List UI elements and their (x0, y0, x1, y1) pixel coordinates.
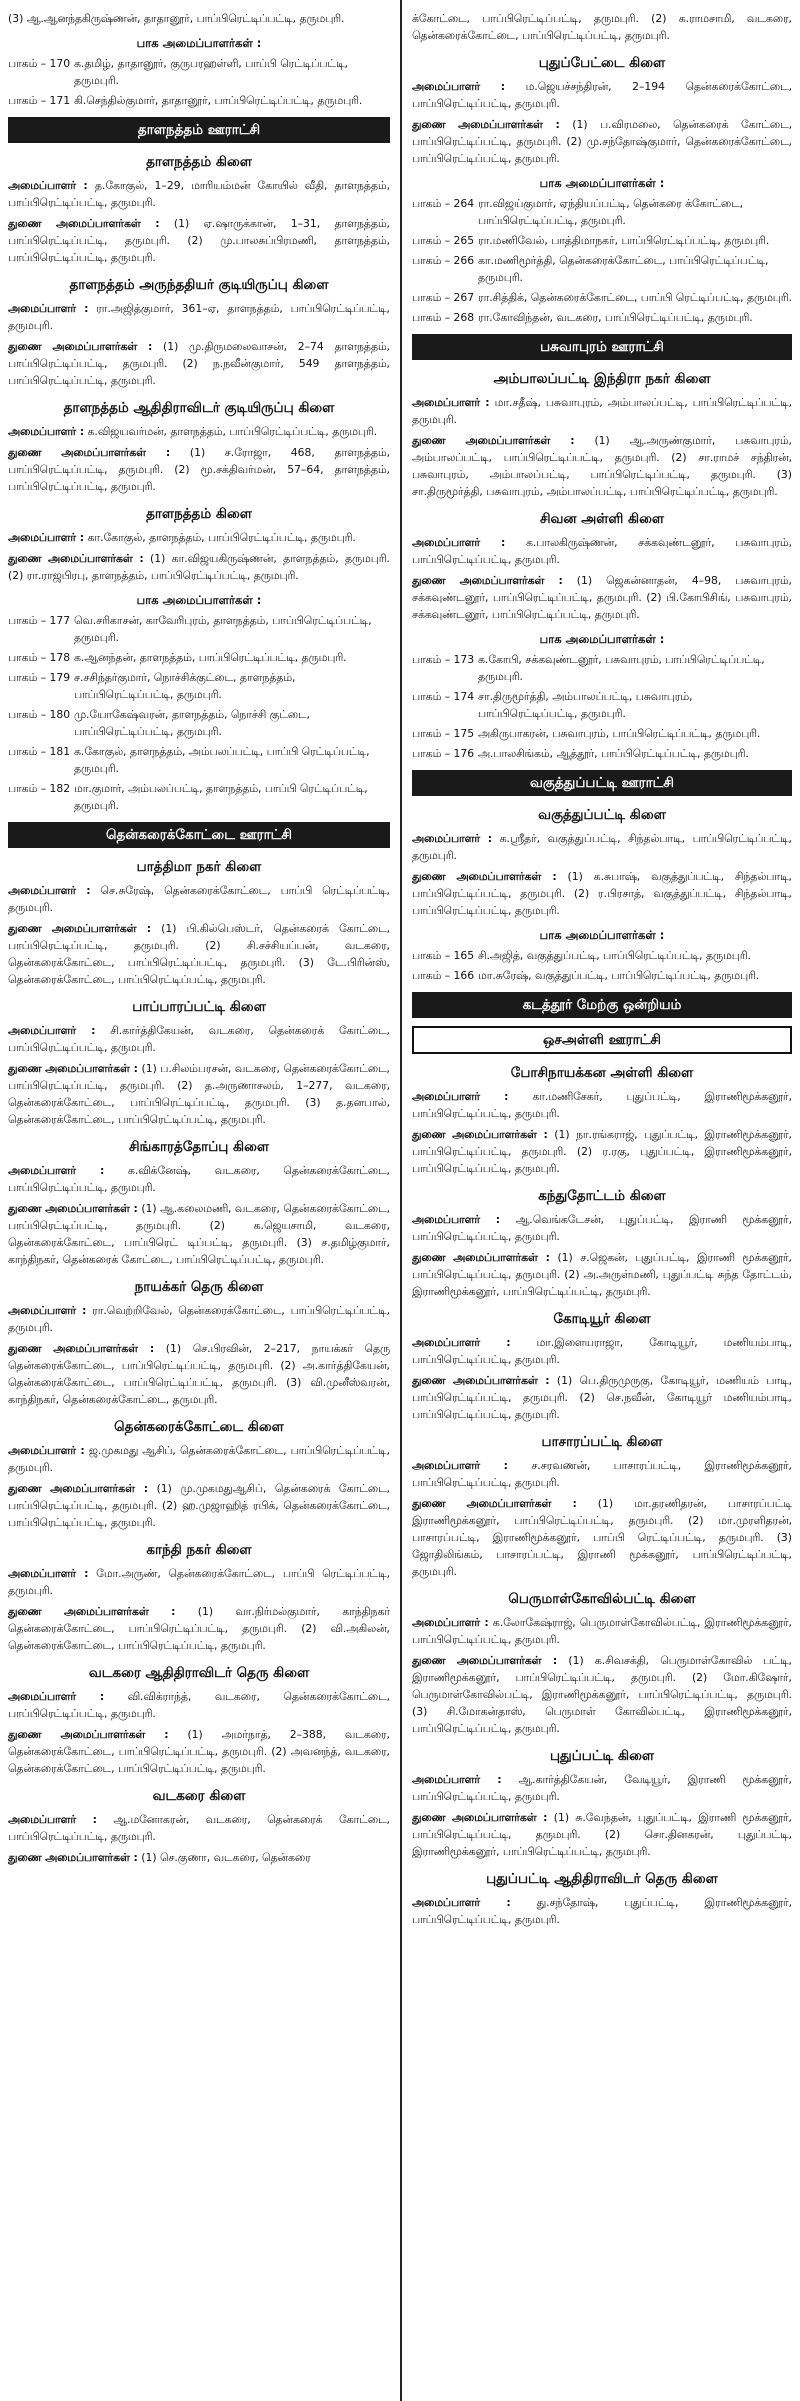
organiser-role-label: துணை அமைப்பாளர்கள் : (412, 1811, 548, 1824)
organiser-role-label: துணை அமைப்பாளர்கள் : (412, 1128, 548, 1141)
booth-organiser: கி.செந்தில்குமார், தாதானூர், பாப்பிரெட்டிப்பட்டி, தருமபுரி. (74, 94, 363, 107)
branch-heading: தாளநத்தம் கிளை (146, 154, 252, 170)
organiser-role-label: துணை அமைப்பாளர்கள் : (8, 1342, 155, 1355)
booth-number: பாகம் – 177 (8, 614, 71, 627)
organiser-details: கா.மணிசேகர், புதுப்பட்டி, இராணிமூக்கனூர், பாப்பிரெட்டிப்பட்டி, தருமபுரி. (412, 1090, 792, 1120)
booth-organiser: க.தமிழ், தாதானூர், குருபரஹள்ளி, பாப்பி ரெட்டிப்பட்டி, தருமபுரி. (74, 57, 349, 87)
organiser-entry (412, 394, 792, 428)
organiser-role-label: துணை அமைப்பாளர்கள் : (8, 1202, 138, 1215)
organiser-entry (8, 1022, 390, 1056)
organiser-entry (412, 1495, 792, 1580)
organiser-entry (8, 882, 390, 916)
organiser-role-label: அமைப்பாளர் : (412, 1090, 509, 1103)
branch-heading: சிங்காரத்தோப்பு கிளை (128, 1139, 270, 1155)
organiser-details: (3) ஆ.ஆனந்தகிருஷ்ணன், தாதானூர், பாப்பிரெட்டிப்பட்டி, தருமபுரி. (8, 12, 345, 25)
organiser-entry (8, 1340, 390, 1408)
panchayat-heading: வகுத்துப்பட்டி ஊராட்சி (412, 770, 792, 796)
booth-organisers-heading: பாக அமைப்பாளர்கள் : (539, 928, 665, 942)
branch-heading: போசிநாயக்கன அள்ளி கிளை (510, 1065, 694, 1081)
organiser-role-label: துணை அமைப்பாளர்கள் : (8, 1605, 176, 1618)
organiser-role-label: அமைப்பாளர் : (8, 884, 91, 897)
organiser-details: (1) கா.விஜயகிருஷ்ணன், தாளநத்தம், தருமபுரி. (2) ரா.ராஜபிரபு, தாளநத்தம், பாப்பிரெட்டிப்பட்டி, தருமபுரி. (8, 552, 390, 582)
organiser-entry (8, 300, 390, 334)
organiser-entry (8, 1726, 390, 1777)
panchayat-heading: பசுவாபுரம் ஊராட்சி (412, 334, 792, 360)
branch-heading: தாளநத்தம் கிளை (146, 506, 252, 522)
panchayat-heading-boxed: ஒசஅள்ளி ஊராட்சி (412, 1026, 792, 1054)
organiser-details: க.விஜயவர்மன், தாளநத்தம், பாப்பிரெட்டிப்பட்டி, தருமபுரி. (87, 425, 378, 438)
booth-organiser: ரா.சித்திக், தென்கரைக்கோட்டை, பாப்பி ரெட்டிப்பட்டி, தருமபுரி. (478, 291, 792, 304)
organiser-entry (8, 550, 390, 584)
organiser-entry (412, 572, 792, 623)
organiser-role-label: துணை அமைப்பாளர்கள் : (412, 870, 557, 883)
organiser-role-label: துணை அமைப்பாளர்கள் : (8, 922, 152, 935)
organiser-details: (1) பெ.திருமுருகு, கோடியூர், மணியம் பாடி, பாப்பிரெட்டிப்பட்டி, தருமபுரி. (2) செ.நவீன், கோடியூர் மணியம்பாடி, பாப்பிரெட்டிப்பட்டி, தருமபுரி. (412, 1374, 792, 1421)
booth-row (412, 967, 792, 984)
organiser-details: (1) ச.ரோஜா, 468, தாளநத்தம், பாப்பிரெட்டிப்பட்டி, தருமபுரி. (2) மூ.சக்திவர்மன், 57–64, தாளநத்தம், பாப்பிரெட்டிப்பட்டி, தருமபுரி. (8, 446, 390, 493)
organiser-details: (1) ஆ.அருண்குமார், பசுவாபுரம், அம்பாலப்பட்டி, பாப்பிரெட்டிப்பட்டி, தருமபுரி. (2) சா.ராமச் சந்திரன், பசுவாபுரம், அம்பாலப்பட்டி, பாப்பிரெட்டிப்பட்டி, தருமபுரி. (3) சா.திருமூர்த்தி, பசுவாபுரம், அம்பாலப்பட்டி, பாப்பிரெட்டிப்பட்டி, தருமபுரி. (412, 434, 792, 498)
organiser-entry (8, 338, 390, 389)
organiser-role-label: அமைப்பாளர் : (8, 1024, 96, 1037)
booth-organiser: க.கோகுல், தாளநத்தம், அம்பலப்பட்டி, பாப்பி ரெட்டிப்பட்டி, தருமபுரி. (74, 745, 370, 775)
booth-row (8, 55, 390, 89)
booth-number: பாகம் – 171 (8, 94, 71, 107)
organiser-role-label: துணை அமைப்பாளர்கள் : (8, 1482, 149, 1495)
organiser-details: ஆ.வெங்கடேசன், புதுப்பட்டி, இராணி மூக்கனூர், பாப்பிரெட்டிப்பட்டி, தருமபுரி. (412, 1213, 793, 1243)
organiser-details: மோ.அருண், தென்கரைக்கோட்டை, பாப்பி ரெட்டிப்பட்டி, தருமபுரி. (8, 1567, 391, 1597)
booth-organiser: க.ஆனந்தன், தாளநத்தம், பாப்பிரெட்டிப்பட்டி, தருமபுரி. (74, 651, 347, 664)
booth-organiser: ரா.விஜய்குமார், ஏந்தியப்பட்டி, தென்கரை க்கோட்டை, பாப்பிரெட்டிப்பட்டி, தருமபுரி. (478, 197, 744, 227)
organiser-entry (412, 1614, 792, 1648)
organiser-details: ரா.வெற்றிவேல், தென்கரைக்கோட்டை, பாப்பிரெட்டிப்பட்டி, தருமபுரி. (8, 1304, 391, 1334)
organiser-entry (8, 1811, 390, 1845)
organiser-details: து.சந்தோஷ், புதுப்பட்டி, இராணிமூக்கனூர், பாப்பிரெட்டிப்பட்டி, தருமபுரி. (412, 1896, 793, 1926)
booth-number: பாகம் – 268 (412, 311, 475, 324)
branch-heading: நாயக்கர் தெரு கிளை (134, 1279, 264, 1295)
organiser-role-label: துணை அமைப்பாளர்கள் : (8, 1728, 169, 1741)
booth-organiser: சா.திருமூர்த்தி, அம்பாலப்பட்டி, பசுவாபுரம், பாப்பிரெட்டிப்பட்டி, தருமபுரி. (478, 690, 693, 720)
organiser-role-label: துணை அமைப்பாளர்கள் : (8, 1062, 138, 1075)
organiser-role-label: அமைப்பாளர் : (8, 302, 89, 315)
organiser-role-label: துணை அமைப்பாளர்கள் : (8, 446, 171, 459)
organiser-details: த.கோகுல், 1–29, மாரியம்மன் கோயில் வீதி, தாளநத்தம், பாப்பிரெட்டிப்பட்டி, தருமபுரி. (8, 179, 390, 209)
organiser-details: ம.ஜெயச்சந்திரன், 2–194 தென்கரைக்கோட்டை, பாப்பிரெட்டிப்பட்டி, தருமபுரி. (412, 80, 792, 110)
booth-row (8, 92, 390, 109)
organiser-details: (1) மா.தரணிதரன், பாசாரப்பட்டி இராணிமூக்கனூர், பாப்பிரெட்டிப்பட்டி, தருமபுரி. (2) மா.முரளிதரன், பாசாரப்பட்டி, இராணிமூக்கனூர், பாப்பி ரெட்டிப்பட்டி, தருமபுரி. (3) ஜோதிலிங்கம், பாசாரப்பட்டி, இராணி மூக்கனூர், பாப்பிரெட்டிப்பட்டி, தருமபுரி. (412, 1497, 792, 1578)
booth-row (412, 252, 792, 286)
booth-organiser: வெ.சரிகாசன், காவேரிபுரம், தாளநத்தம், பாப்பிரெட்டிப்பட்டி, தருமபுரி. (74, 614, 372, 644)
organiser-entry (8, 1480, 390, 1531)
organiser-entry (412, 534, 792, 568)
booth-number: பாகம் – 182 (8, 782, 71, 795)
booth-organiser: ச.சசிந்தர்குமார், நொச்சிக்குட்டை, தாளநத்தம், பாப்பிரெட்டிப்பட்டி, தருமபுரி. (74, 671, 296, 701)
organiser-entry (412, 10, 792, 44)
organiser-role-label: துணை அமைப்பாளர்கள் : (412, 1654, 558, 1667)
branch-heading: பாப்பாரப்பட்டி கிளை (132, 999, 266, 1015)
booth-organiser: சி.அஜித், வகுத்துப்பட்டி, பாப்பிரெட்டிப்பட்டி, தருமபுரி. (478, 949, 751, 962)
branch-heading: தாளநத்தம் ஆதிதிராவிடர் குடியிருப்பு கிளை (63, 400, 335, 416)
organiser-entry (8, 1200, 390, 1268)
branch-heading: புதுப்பேட்டை கிளை (538, 55, 666, 71)
organiser-details: ச.சரவணன், பாசாரப்பட்டி, இராணிமூக்கனூர், பாப்பிரெட்டிப்பட்டி, தருமபுரி. (412, 1459, 792, 1489)
organiser-entry (8, 1302, 390, 1336)
branch-heading: பாத்திமா நகர் கிளை (136, 859, 262, 875)
booth-number: பாகம் – 267 (412, 291, 475, 304)
organiser-role-label: அமைப்பாளர் : (412, 1616, 489, 1629)
organiser-details: (1) மு.முகமதுஆசிப், தென்கரைக் கோட்டை, பாப்பிரெட்டிப்பட்டி, தருமபுரி. (2) ஹ.முஜாஹித் ரபிக், தென்கரைக்கோட்டை, பாப்பிரெட்டிப்பட்டி, தருமபுரி. (8, 1482, 390, 1529)
organiser-role-label: துணை அமைப்பாளர்கள் : (8, 217, 160, 230)
organiser-role-label: அமைப்பாளர் : (412, 80, 506, 93)
organiser-details: (1) ஆ.கலைமணி, வடகரை, தென்கரைக்கோட்டை, பாப்பிரெட்டிப்பட்டி, தருமபுரி. (2) க.ஜெயசாமி, வடகரை, தென்கரைக்கோட்டை, பாப்பிரெட் டிப்பட்டி, தருமபுரி. (3) ச.தமிழ்குமார், காந்திநகர், தென்கரைக் கோட்டை, பாப்பிரெட்டிப்பட்டி, தருமபுரி. (8, 1202, 390, 1266)
organiser-role-label: துணை அமைப்பாளர்கள் : (412, 1251, 550, 1264)
organiser-details: மா.சதீஷ், பசுவாபுரம், அம்பாலப்பட்டி, பாப்பிரெட்டிப்பட்டி, தருமபுரி. (412, 396, 793, 426)
organiser-entry (412, 1249, 792, 1300)
organiser-role-label: துணை அமைப்பாளர்கள் : (412, 118, 560, 131)
organiser-details: ஜ.முகமது ஆசிப், தென்கரைக்கோட்டை, பாப்பிரெட்டிப்பட்டி, தருமபுரி. (8, 1444, 391, 1474)
organiser-role-label: அமைப்பாளர் : (412, 1773, 502, 1786)
organiser-entry (8, 1849, 390, 1866)
organiser-details: க.பாலகிருஷ்ணன், சக்கவுண்டனூர், பசுவாபுரம், பாப்பிரெட்டிப்பட்டி, தருமபுரி. (412, 536, 792, 566)
organiser-role-label: துணை அமைப்பாளர்கள் : (412, 1497, 577, 1510)
booth-row (8, 669, 390, 703)
booth-row (412, 232, 792, 249)
organiser-entry (412, 1372, 792, 1423)
booth-organiser: மு.யோகேஷ்வரன், தாளநத்தம், நொச்சி குட்டை, பாப்பிரெட்டிப்பட்டி, தருமபுரி. (74, 708, 311, 738)
organiser-details: (1) ப.விரமலை, தென்கரைக் கோட்டை, பாப்பிரெட்டிப்பட்டி, தருமபுரி. (2) மு.சந்தோஷ்குமார், தென்கரைக்கோட்டை, பாப்பிரெட்டிப்பட்டி, தருமபுரி. (412, 118, 792, 165)
organiser-entry (412, 1809, 792, 1860)
booth-number: பாகம் – 166 (412, 969, 475, 982)
booth-row (8, 743, 390, 777)
organiser-entry (412, 116, 792, 167)
organiser-details: (1) க.சுபாஷ், வகுத்துப்பட்டி, சிந்தல்பாடி, பாப்பிரெட்டிப்பட்டி, தருமபுரி. (2) ர.பிரசாத், வகுத்துப்பட்டி, சிந்தல்பாடி, பாப்பிரெட்டிப்பட்டி, தருமபுரி. (412, 870, 792, 917)
booth-organisers-heading: பாக அமைப்பாளர்கள் : (539, 632, 665, 646)
branch-heading: புதுப்பட்டி கிளை (549, 1748, 655, 1764)
organiser-role-label: துணை அமைப்பாளர்கள் : (412, 574, 563, 587)
organiser-entry (8, 177, 390, 211)
booth-organiser: க.கோபி, சக்கவுண்டனூர், பசுவாபுரம், பாப்பிரெட்டிப்பட்டி, தருமபுரி. (478, 653, 765, 683)
organiser-details: க்கோட்டை, பாப்பிரெட்டிப்பட்டி, தருமபுரி. (2) க.ராமசாமி, வடகரை, தென்கரைக்கோட்டை, பாப்பிரெட்டிப்பட்டி, தருமபுரி. (412, 12, 792, 42)
organiser-details: (1) நா.ரங்கராஜ், புதுப்பட்டி, இராணிமூக்கனூர், பாப்பிரெட்டிப்பட்டி, தருமபுரி. (2) ர.ரகு, புதுப்பட்டி, இராணிமூக்கனூர், பாப்பிரெட்டிப்பட்டி, தருமபுரி. (412, 1128, 792, 1175)
branch-heading: பெருமாள்கோவில்பட்டி கிளை (508, 1591, 696, 1607)
organiser-details: க.ஸ்ரீதர், வகுத்துப்பட்டி, சிந்தல்பாடி, பாப்பிரெட்டிப்பட்டி, தருமபுரி. (412, 832, 792, 862)
branch-heading: வடகரை ஆதிதிராவிடர் தெரு கிளை (88, 1665, 310, 1681)
booth-number: பாகம் – 175 (412, 727, 475, 740)
booth-row (8, 780, 390, 814)
booth-number: பாகம் – 170 (8, 57, 71, 70)
organiser-details: (1) ஜெகன்னாதன், 4–98, பசுவாபுரம், சக்கவுண்டனூர், பாப்பிரெட்டிப்பட்டி, தருமபுரி. (2) பி.கோபிசிங், பசுவாபுரம், சக்கவுண்டனூர், பாப்பிரெட்டிப்பட்டி, தருமபுரி. (412, 574, 792, 621)
booth-number: பாகம் – 265 (412, 234, 475, 247)
booth-row (8, 649, 390, 666)
organiser-details: ஆ.மனோகரன், வடகரை, தென்கரைக் கோட்டை, பாப்பிரெட்டிப்பட்டி, தருமபுரி. (8, 1813, 390, 1843)
booth-organiser: மா.சுரேஷ், வகுத்துப்பட்டி, பாப்பிரெட்டிப்பட்டி, தருமபுரி. (478, 969, 760, 982)
panchayat-heading: தென்கரைக்கோட்டை ஊராட்சி (8, 822, 390, 848)
booth-row (412, 688, 792, 722)
organiser-details: ஆ.கார்த்திகேயன், வேடியூர், இராணி மூக்கனூர், பாப்பிரெட்டிப்பட்டி, தருமபுரி. (412, 1773, 792, 1803)
branch-heading: அம்பாலப்பட்டி இந்திரா நகர் கிளை (493, 371, 711, 387)
organiser-role-label: அமைப்பாளர் : (8, 1444, 85, 1457)
organiser-details: க.லோகேஷ்ராஜ், பெருமாள்கோவில்பட்டி, இராணிமூக்கனூர், பாப்பிரெட்டிப்பட்டி, தருமபுரி. (412, 1616, 792, 1646)
organiser-entry (412, 830, 792, 864)
organiser-role-label: துணை அமைப்பாளர்கள் : (8, 552, 144, 565)
organiser-entry (412, 1894, 792, 1928)
booth-organisers-heading: பாக அமைப்பாளர்கள் : (136, 36, 262, 50)
organiser-entry (8, 1688, 390, 1722)
branch-heading: புதுப்பட்டி ஆதிதிராவிடர் தெரு கிளை (486, 1871, 718, 1887)
booth-number: பாகம் – 264 (412, 197, 475, 210)
organiser-role-label: அமைப்பாளர் : (412, 1459, 508, 1472)
organiser-entry (8, 444, 390, 495)
booth-number: பாகம் – 179 (8, 671, 71, 684)
booth-row (8, 612, 390, 646)
booth-number: பாகம் – 174 (412, 690, 475, 703)
organiser-details: (1) க.சிவசக்தி, பெருமாள்கோவில் பட்டி, இராணிமூக்கனூர், பாப்பிரெட்டிப்பட்டி, தருமபுரி. (2) மோ.கிஷோர், பெருமாள்கோவில்பட்டி, இராணிமூக்கனூர், பாப்பிரெட்டிப்பட்டி, தருமபுரி. (3) சி.மோகன்தாஸ், பெருமாள் கோவில்பட்டி, இராணிமூக்கனூர், பாப்பிரெட்டிப்பட்டி, தருமபுரி. (412, 1654, 792, 1735)
organiser-details: சி.கார்த்திகேயன், வடகரை, தென்கரைக் கோட்டை, பாப்பிரெட்டிப்பட்டி, தருமபுரி. (8, 1024, 390, 1054)
organiser-entry (8, 920, 390, 988)
branch-heading: சிவன அள்ளி கிளை (539, 511, 665, 527)
organiser-details: வி.விக்ராந்த், வடகரை, தென்கரைக்கோட்டை, பாப்பிரெட்டிப்பட்டி, தருமபுரி. (8, 1690, 391, 1720)
branch-heading: காந்தி நகர் கிளை (146, 1542, 252, 1558)
organiser-details: (1) செ.பிரவின், 2–217, நாயக்கர் தெரு தென்கரைக்கோட்டை, பாப்பிரெட்டிப்பட்டி, தருமபுரி. (2) அ.கார்த்திகேயன், தென்கரைக்கோட்டை, பாப்பிரெட்டிப்பட்டி, தருமபுரி. (3) வி.முனீஸ்வரன், காந்திநகர், தென்கரைக்கோட்டை, தருமபுரி. (8, 1342, 390, 1406)
organiser-role-label: துணை அமைப்பாளர்கள் : (412, 1374, 550, 1387)
organiser-role-label: அமைப்பாளர் : (8, 425, 85, 438)
organiser-role-label: அமைப்பாளர் : (412, 1213, 501, 1226)
organiser-entry (8, 1060, 390, 1128)
organiser-details: கா.கோகுல், தாளநத்தம், பாப்பிரெட்டிப்பட்டி, தருமபுரி. (87, 531, 356, 544)
booth-organisers-heading: பாக அமைப்பாளர்கள் : (136, 593, 262, 607)
organiser-role-label: துணை அமைப்பாளர்கள் : (8, 1851, 138, 1864)
right-column (400, 0, 800, 2401)
booth-organiser: ரா.மணிவேல், பாத்திமாநகர், பாப்பிரெட்டிப்பட்டி, தருமபுரி. (478, 234, 770, 247)
booth-organiser: ரா.கோவிந்தன், வடகரை, பாப்பிரெட்டிப்பட்டி, தருமபுரி. (478, 311, 753, 324)
booth-organiser: அகிருபாகரன், பசுவாபுரம், பாப்பிரெட்டிப்பட்டி, தருமபுரி. (478, 727, 761, 740)
organiser-role-label: அமைப்பாளர் : (8, 1304, 87, 1317)
organiser-details: செ.சுரேஷ், தென்கரைக்கோட்டை, பாப்பி ரெட்டிப்பட்டி, தருமபுரி. (8, 884, 390, 914)
booth-organiser: மா.குமார், அம்பலப்பட்டி, தாளநத்தம், பாப்பி ரெட்டிப்பட்டி, தருமபுரி. (74, 782, 368, 812)
organiser-role-label: அமைப்பாளர் : (412, 832, 493, 845)
booth-organiser: கா.மணிமூர்த்தி, தென்கரைக்கோட்டை, பாப்பிரெட்டிப்பட்டி, தருமபுரி. (478, 254, 769, 284)
organiser-role-label: துணை அமைப்பாளர்கள் : (412, 434, 575, 447)
branch-heading: கந்துதோட்டம் கிளை (538, 1188, 666, 1204)
booth-number: பாகம் – 165 (412, 949, 475, 962)
organiser-role-label: அமைப்பாளர் : (412, 396, 490, 409)
organiser-details: மா.இளையராஜா, கோடியூர், மணியம்பாடி, பாப்பிரெட்டிப்பட்டி, தருமபுரி. (412, 1336, 792, 1366)
booth-row (412, 947, 792, 964)
organiser-role-label: அமைப்பாளர் : (412, 1896, 511, 1909)
booth-organisers-heading: பாக அமைப்பாளர்கள் : (539, 176, 665, 190)
booth-row (412, 289, 792, 306)
organiser-details: (1) பி.கில்பெஸ்டர், தென்கரைக் கோட்டை, பாப்பிரெட்டிப்பட்டி, தருமபுரி. (2) சி.சச்சியப்பன், வடகரை, தென்கரைக்கோட்டை, பாப்பிரெட்டிப்பட்டி, தருமபுரி. (3) டே.பிரின்ஸ், தென்கரைக்கோட்டை, பாப்பிரெட்டிப்பட்டி, தருமபுரி. (8, 922, 390, 986)
organiser-details: ரா.அஜித்குமார், 361–ஏ, தாளநத்தம், பாப்பிரெட்டிப்பட்டி, தருமபுரி. (8, 302, 390, 332)
organiser-entry (8, 215, 390, 266)
organiser-details: (1) வா.நிர்மல்குமார், காந்திநகர் தென்கரைக்கோட்டை, பாப்பிரெட்டிப்பட்டி, தருமபுரி. (2) வி.அகிலன், தென்கரைக்கோட்டை, பாப்பிரெட்டிப்பட்டி, தருமபுரி. (8, 1605, 390, 1652)
organiser-role-label: அமைப்பாளர் : (8, 1567, 89, 1580)
organiser-entry (412, 868, 792, 919)
booth-number: பாகம் – 173 (412, 653, 475, 666)
branch-heading: தாளநத்தம் அருந்ததியர் குடியிருப்பு கிளை (69, 277, 329, 293)
panchayat-heading: தாளநத்தம் ஊராட்சி (8, 117, 390, 143)
organiser-entry (412, 78, 792, 112)
organiser-entry (8, 529, 390, 546)
booth-row (412, 745, 792, 762)
organiser-entry (412, 1126, 792, 1177)
organiser-details: (1) மு.திருமலைவாசன், 2–74 தாளநத்தம், பாப்பிரெட்டிப்பட்டி, தருமபுரி. (2) ந.நவீன்குமார், 549 தாளநத்தம், பாப்பிரெட்டிப்பட்டி, தருமபுரி. (8, 340, 390, 387)
branch-heading: கோடியூர் கிளை (553, 1311, 651, 1327)
panchayat-heading: கடத்தூர் மேற்கு ஒன்றியம் (412, 992, 792, 1018)
branch-heading: தென்கரைக்கோட்டை கிளை (114, 1419, 284, 1435)
booth-row (412, 651, 792, 685)
organiser-role-label: அமைப்பாளர் : (8, 179, 88, 192)
organiser-role-label: அமைப்பாளர் : (412, 536, 506, 549)
booth-number: பாகம் – 180 (8, 708, 71, 721)
booth-number: பாகம் – 181 (8, 745, 71, 758)
booth-row (412, 309, 792, 326)
organiser-entry (412, 1088, 792, 1122)
booth-number: பாகம் – 178 (8, 651, 71, 664)
organiser-role-label: அமைப்பாளர் : (412, 1336, 511, 1349)
branch-heading: பாசாரப்பட்டி கிளை (541, 1434, 663, 1450)
organiser-details: (1) ஏ.ஷாருக்கான், 1–31, தாளநத்தம், பாப்பிரெட்டிப்பட்டி, தருமபுரி. (2) மு.பாலசுப்பிரமணி, தாளநத்தம், பாப்பிரெட்டிப்பட்டி, தருமபுரி. (8, 217, 390, 264)
branch-heading: வடகரை கிளை (152, 1788, 246, 1804)
organiser-role-label: துணை அமைப்பாளர்கள் : (8, 340, 153, 353)
organiser-role-label: அமைப்பாளர் : (8, 1690, 105, 1703)
organiser-role-label: அமைப்பாளர் : (8, 531, 85, 544)
organiser-entry (8, 1442, 390, 1476)
organiser-entry (8, 1162, 390, 1196)
organiser-entry (412, 1457, 792, 1491)
booth-organiser: அ.பாலசிங்கம், ஆத்தூர், பாப்பிரெட்டிப்பட்டி, தருமபுரி. (478, 747, 749, 760)
booth-row (8, 706, 390, 740)
organiser-details: (1) அமர்நாத், 2–388, வடகரை, தென்கரைக்கோட்டை, பாப்பிரெட்டிப்பட்டி, தருமபுரி. (2) அவனந்த், வடகரை, தென்கரைக்கோட்டை, பாப்பிரெட்டிப்பட்டி, தருமபுரி. (8, 1728, 390, 1775)
branch-heading: வகுத்துப்பட்டி கிளை (538, 807, 666, 823)
organiser-entry (412, 1771, 792, 1805)
organiser-details: க.விக்னேஷ், வடகரை, தென்கரைக்கோட்டை, பாப்பிரெட்டிப்பட்டி, தருமபுரி. (8, 1164, 390, 1194)
booth-row (412, 725, 792, 742)
organiser-entry (412, 1211, 792, 1245)
organiser-details: (1) ச.ஜெகன், புதுப்பட்டி, இராணி மூக்கனூர், பாப்பிரெட்டிப்பட்டி, தருமபுரி. (2) அ.அருள்மணி, புதுப்பட்டி சுந்த தோட்டம், இராணிமூக்கனூர், பாப்பிரெட்டிப்பட்டி, தருமபுரி. (412, 1251, 792, 1298)
organiser-role-label: அமைப்பாளர் : (8, 1164, 105, 1177)
organiser-entry (412, 432, 792, 500)
organiser-entry (412, 1652, 792, 1737)
organiser-entry (8, 10, 390, 27)
organiser-role-label: அமைப்பாளர் : (8, 1813, 97, 1826)
booth-number: பாகம் – 176 (412, 747, 475, 760)
booth-number: பாகம் – 266 (412, 254, 475, 267)
organiser-entry (8, 423, 390, 440)
organiser-entry (8, 1603, 390, 1654)
organiser-details: (1) சு.வேந்தன், புதுப்பட்டி, இராணி மூக்கனூர், பாப்பிரெட்டிப்பட்டி, தருமபுரி. (2) சொ.தினகரன், புதுப்பட்டி, இராணிமூக்கனூர், பாப்பிரெட்டிப்பட்டி, தருமபுரி. (412, 1811, 792, 1858)
organiser-entry (8, 1565, 390, 1599)
organiser-details: (1) செ.குணா, வடகரை, தென்கரை (141, 1851, 311, 1864)
organiser-entry (412, 1334, 792, 1368)
booth-row (412, 195, 792, 229)
organiser-details: (1) ப.சிலம்பரசன், வடகரை, தென்கரைக்கோட்டை, பாப்பிரெட்டிப்பட்டி, தருமபுரி. (2) த.அருணாசலம், 1–277, வடகரை, தென்கரைக்கோட்டை, பாப்பிரெட்டிப்பட்டி, தருமபுரி. (3) த.தனபால், தென்கரைக்கோட்டை, பாப்பிரெட்டிப்பட்டி, தருமபுரி. (8, 1062, 390, 1126)
